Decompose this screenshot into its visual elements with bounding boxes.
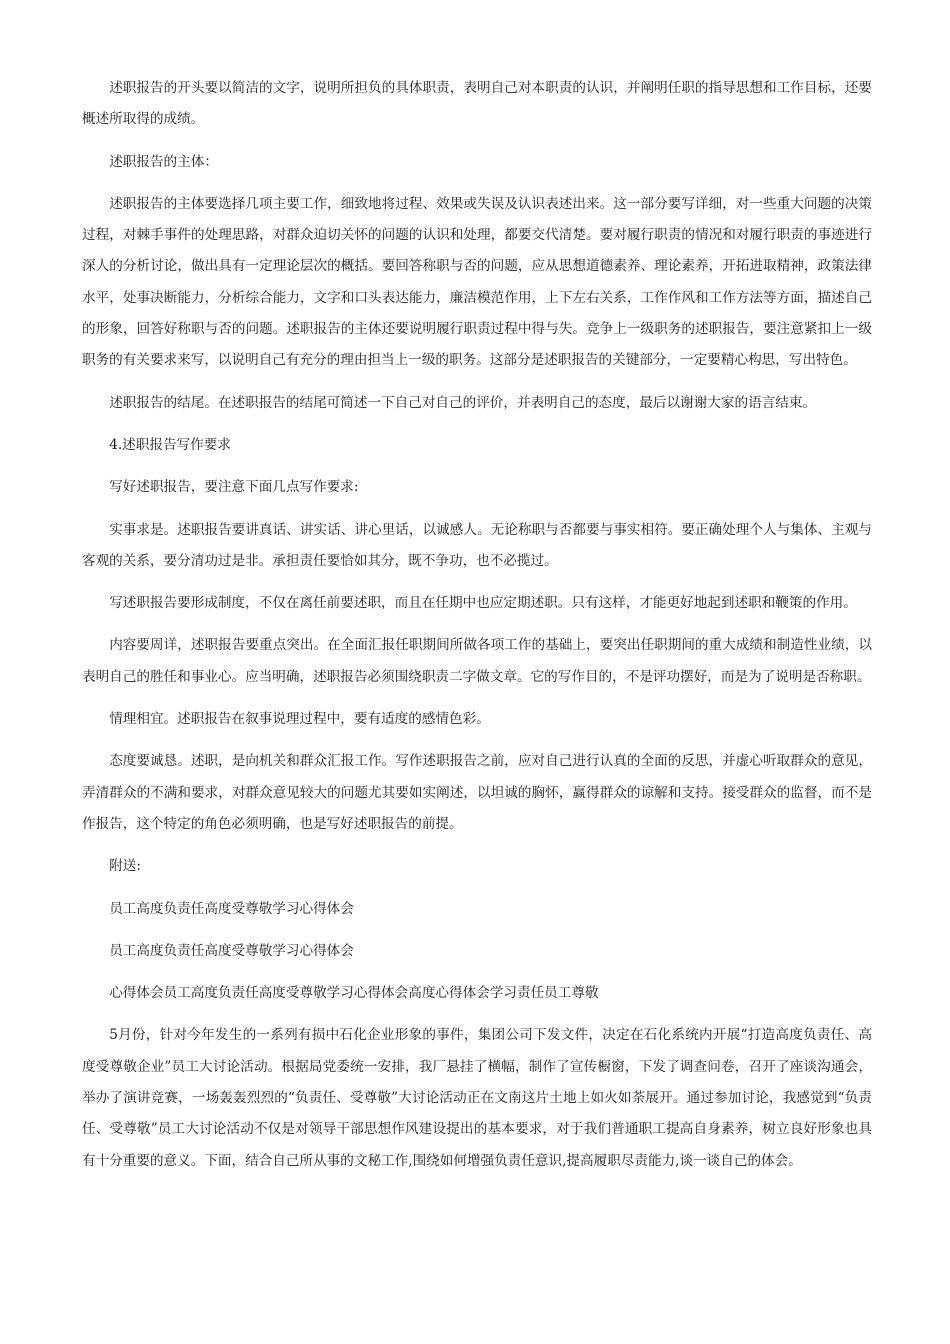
paragraph-requirements-intro: 写好述职报告，要注意下面几点写作要求: — [109, 479, 359, 496]
appendix-paragraph-may: 5月份，针对今年发生的一系列有损中石化企业形象的事件，集团公司下发文件，决定在石化系统内开展“打造高度负责任、高度受尊敬企业”员工大讨论活动。根据局党委统一安排，我厂悬挂了横幅，制作了宣传橱窗，下发了调查问卷，召开了座谈沟通会，举办了演讲竞赛，一场轰轰烈烈的“负责任、受尊敬”大讨论活动正在文南这片土地上如火如荼展开。通过参加讨论，我感觉到“负责任、受尊敬”员工大讨论活动不仅是对领导干部思想作风建设提出的基本要求，对于我们普通职工提高自身素养，树立良好形象也具有十分重要的意义。下面，结合自己所从事的文秘工作,围绕如何增强负责任意识,提高履职尽责能力,谈一谈自己的体会。 — [82, 1027, 872, 1169]
appendix-keywords: 心得体会员工高度负责任高度受尊敬学习心得体会高度心得体会学习责任员工尊敬 — [109, 985, 599, 1002]
paragraph-emotion: 情理相宜。述职报告在叙事说理过程中，要有适度的感情色彩。 — [109, 711, 490, 728]
paragraph-ending: 述职报告的结尾。在述职报告的结尾可简述一下自己对自己的评价，并表明自己的态度，最后以谢谢大家的语言结束。 — [109, 394, 817, 411]
paragraph-regular-reporting: 写述职报告要形成制度，不仅在离任前要述职，而且在任期中也应定期述职。只有这样，才能更好地起到述职和鞭策的作用。 — [109, 595, 857, 612]
paragraph-body-content: 述职报告的主体要选择几项主要工作，细致地将过程、效果或失误及认识表述出来。这一部分要写详细，对一些重大问题的决策过程，对棘手事件的处理思路，对群众迫切关怀的问题的认识和处理，都要交代清楚。要对履行职责的情况和对履行职责的事迹进行深人的分析讨论，做出具有一定理论层次的概括。要回答称职与否的问题，应从思想道德素养、理论素养，开拓进取精神，政策法律水平，处事决断能力，分析综合能力，文字和口头表达能力，廉洁模范作用，上下左右关系，工作作风和工作方法等方面，描述自己的形象，回答好称职与否的问题。述职报告的主体还要说明履行职责过程中得与失。竞争上一级职务的述职报告，要注意紧扣上一级职务的有关要求来写，以说明自己有充分的理由担当上一级的职务。这部分是述职报告的关键部分，一定要精心构思，写出特色。 — [82, 195, 872, 369]
paragraph-content-focus: 内容要周详，述职报告要重点突出。在全面汇报任职期间所做各项工作的基础上，要突出任职期间的重大成绩和制造性业绩，以表明自己的胜任和事业心。应当明确，述职报告必须围绕职责二字做文章。它的写作目的，不是评功摆好，而是为了说明是否称职。 — [82, 637, 872, 685]
appendix-label: 附送: — [109, 858, 141, 875]
section-heading-writing-requirements: 4.述职报告写作要求 — [109, 436, 231, 453]
appendix-subtitle: 员工高度负责任高度受尊敬学习心得体会 — [109, 942, 354, 959]
appendix-title: 员工高度负责任高度受尊敬学习心得体会 — [109, 900, 354, 917]
paragraph-opening-requirements: 述职报告的开头要以简洁的文字，说明所担负的具体职责，表明自己对本职责的认识，并阐明任职的指导思想和工作目标，还要概述所取得的成绩。 — [82, 80, 872, 128]
paragraph-body-heading: 述职报告的主体： — [109, 153, 218, 170]
paragraph-sincere-attitude: 态度要诚恳。述职，是向机关和群众汇报工作。写作述职报告之前，应对自己进行认真的全面的反思，并虚心听取群众的意见，弄清群众的不满和要求，对群众意见较大的问题尤其要如实阐述，以坦诚的胸怀，赢得群众的谅解和支持。接受群众的监督，而不是作报告，这个特定的角色必须明确，也是写好述职报告的前提。 — [82, 753, 872, 832]
paragraph-truthfulness: 实事求是。述职报告要讲真话、讲实话、讲心里话，以诚感人。无论称职与否都要与事实相符。要正确处理个人与集体、主观与客观的关系，要分清功过是非。承担责任要恰如其分，既不争功，也不必揽过。 — [82, 521, 872, 569]
document-body — [82, 73, 872, 1188]
